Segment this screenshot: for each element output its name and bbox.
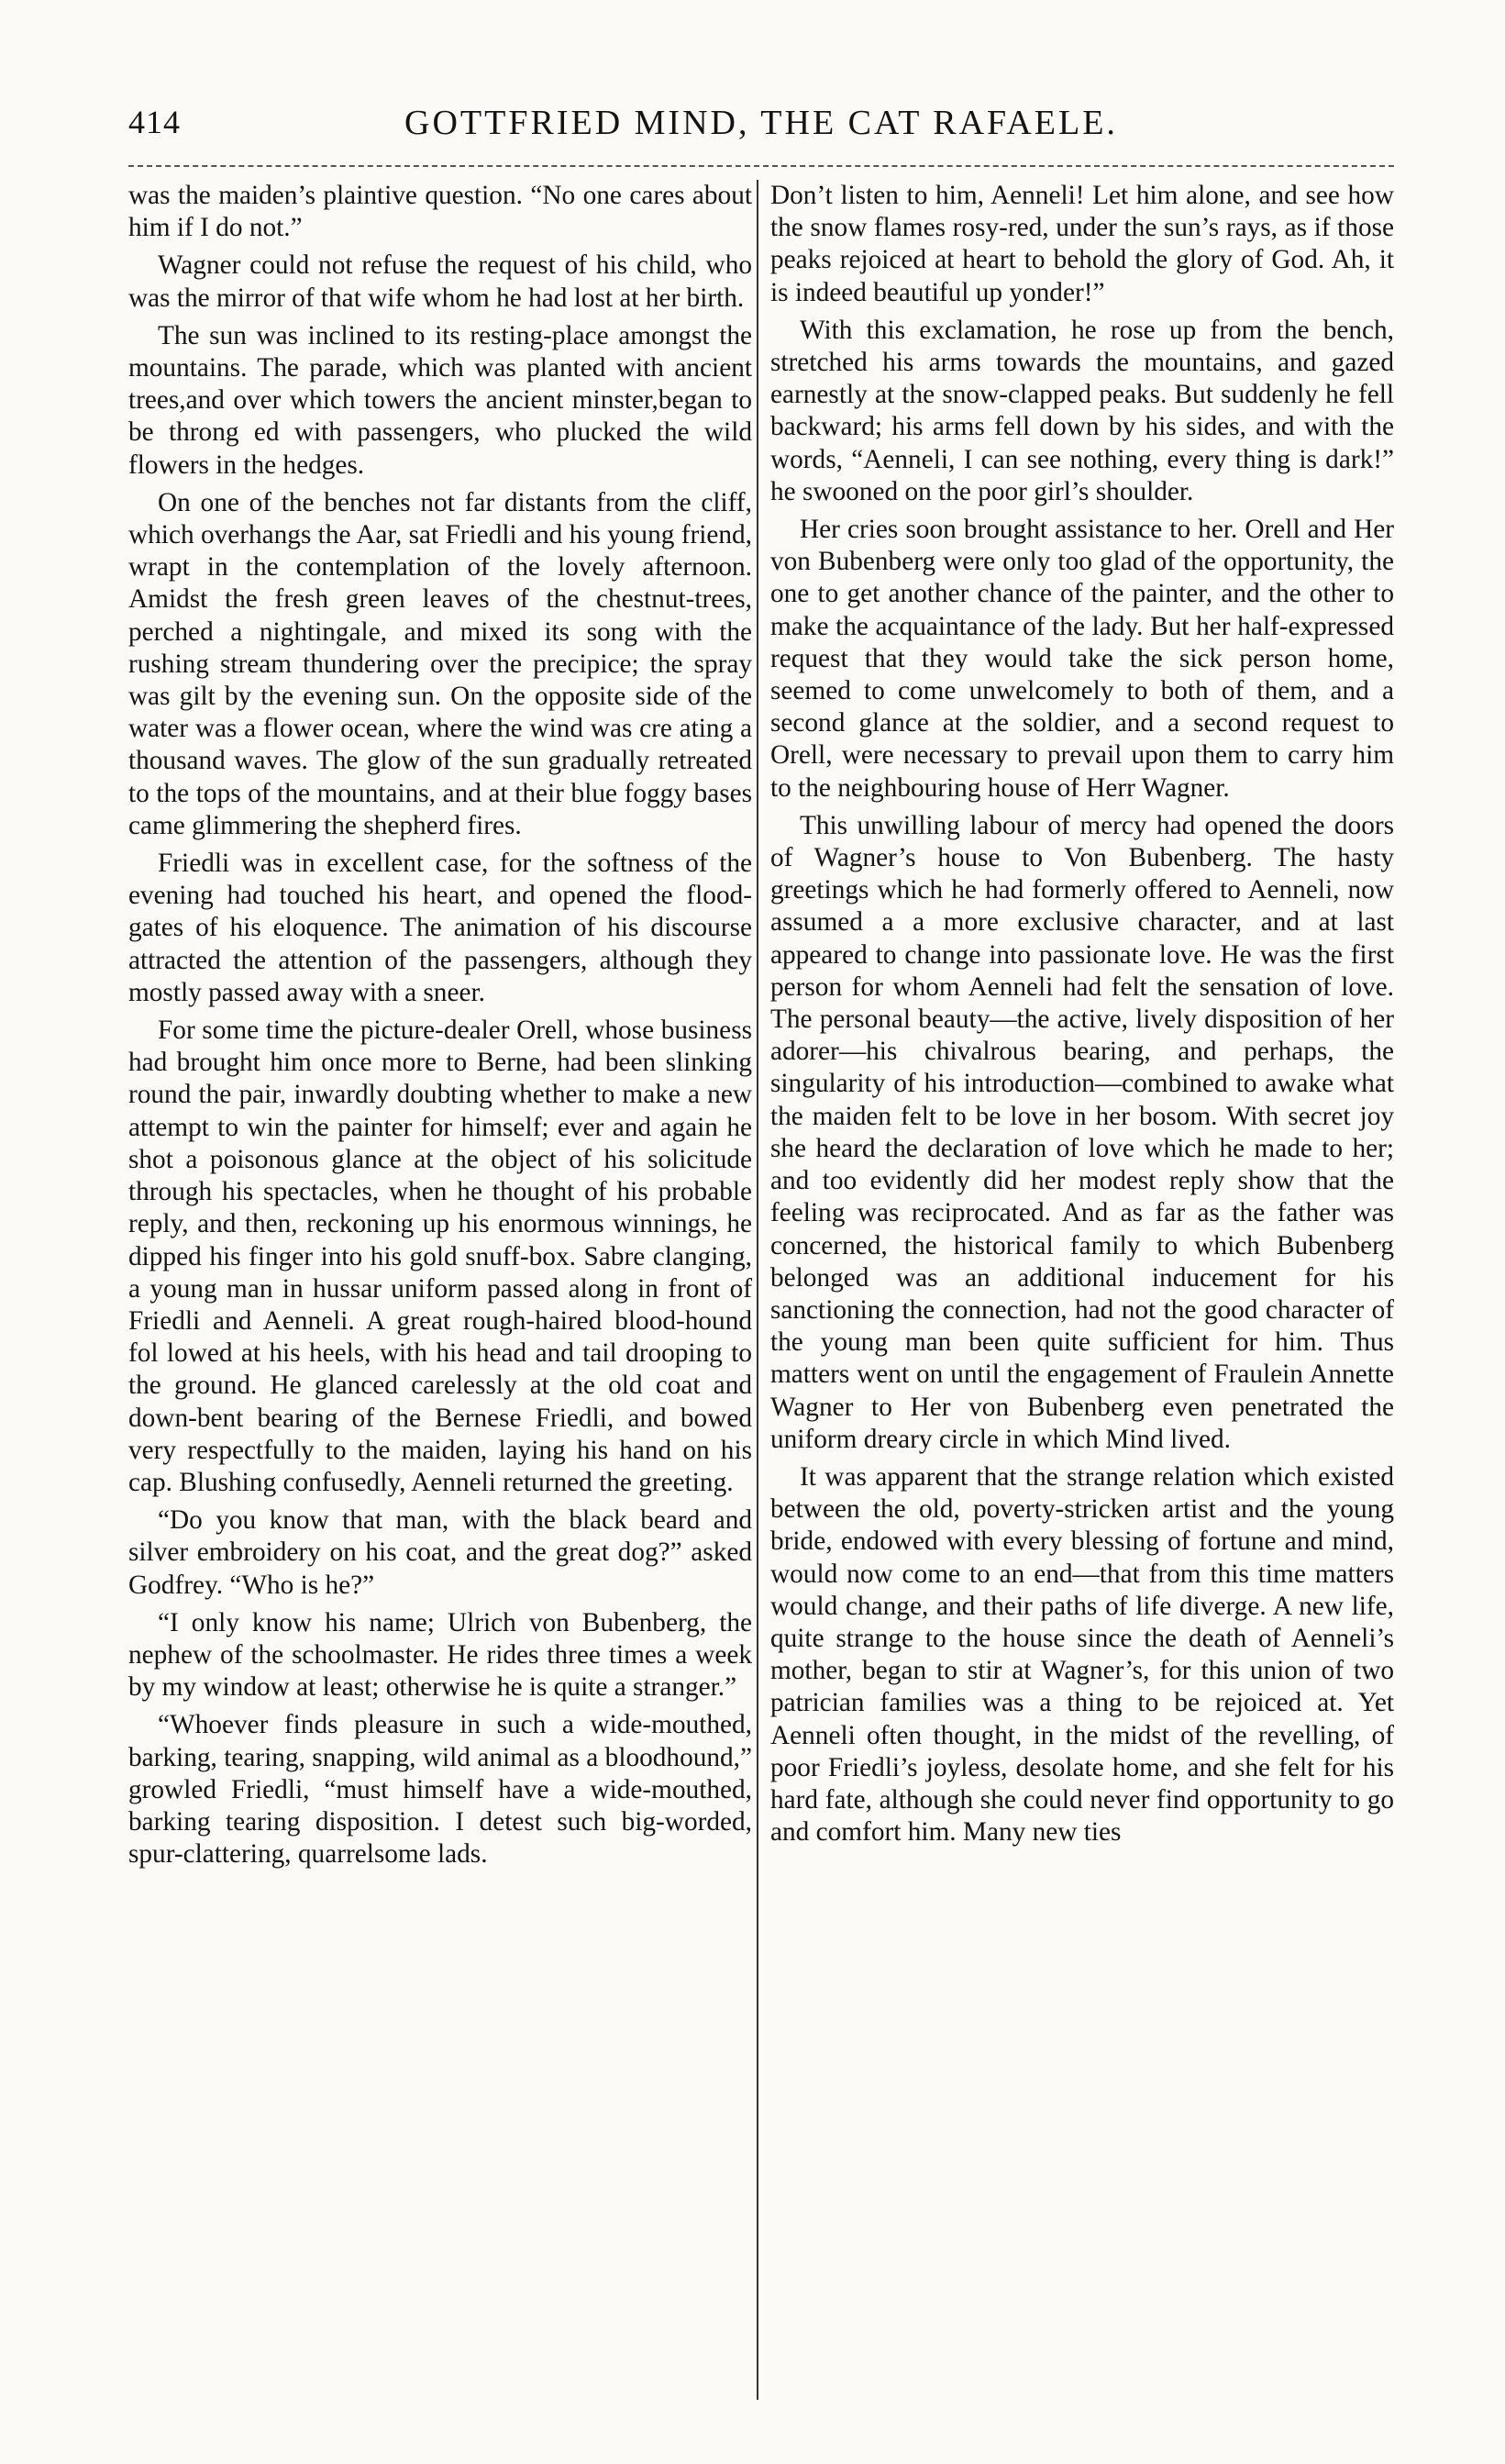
paragraph: The sun was inclined to its resting-place amongst the mountains. The parade, which was planted with ancient trees,and over which towers the ancient minster,began to be throng ed with passengers, who plucked the wild flowers in the hedges. bbox=[128, 320, 752, 480]
paragraph: This unwilling labour of mercy had opened the doors of Wagner’s house to Von Bubenberg. The hasty greetings which he had formerly offered to Aenneli, now assumed a a more exclusive character, and at last appeared to change into passionate love. He was the first person for whom Aenneli had felt the sensation of love. The personal beauty—the active, lively disposition of her adorer—his chivalrous bearing, and perhaps, the singularity of his introduction—combined to awake what the maiden felt to be love in her bosom. With secret joy she heard the declaration of love which he made to her; and too evidently did her modest reply show that the feeling was reciprocated. And as far as the father was concerned, the historical family to which Bubenberg belonged was an additional inducement for his sanctioning the connection, had not the good character of the young man been quite sufficient for him. Thus matters went on until the engagement of Fraulein Annette Wagner to Her von Bubenberg even penetrated the uniform dreary circle in which Mind lived. bbox=[770, 810, 1394, 1454]
paragraph: “I only know his name; Ulrich von Bubenberg, the nephew of the schoolmaster. He rides three times a week by my window at least; otherwise he is quite a stranger.” bbox=[128, 1607, 752, 1703]
paragraph: “Do you know that man, with the black beard and silver embroidery on his coat, and the great dog?” asked Godfrey. “Who is he?” bbox=[128, 1505, 752, 1600]
paragraph: “Whoever finds pleasure in such a wide-mouthed, barking, tearing, snapping, wild animal as a bloodhound,” growled Friedli, “must himself have a wide-mouthed, barking tearing disposition. I detest such big-worded, spur-clattering, quarrelsome lads. bbox=[128, 1710, 752, 1870]
paragraph: With this exclamation, he rose up from the bench, stretched his arms towards the mountains, and gazed earnestly at the snow-clapped peaks. But suddenly he fell backward; his arms fell down by his sides, and with the words, “Aenneli, I can see nothing, every thing is dark!” he swooned on the poor girl’s shoulder. bbox=[770, 315, 1394, 506]
paragraph: was the maiden’s plaintive question. “No one cares about him if I do not.” bbox=[128, 181, 752, 243]
left-column bbox=[128, 180, 752, 1876]
paragraph: Wagner could not refuse the request of his child, who was the mirror of that wife whom he had lost at her birth. bbox=[128, 250, 752, 313]
page-header bbox=[128, 103, 1394, 158]
paragraph: On one of the benches not far distants from the cliff, which overhangs the Aar, sat Friedli and his young friend, wrapt in the contemplation of the lovely afternoon. Amidst the fresh green leaves of the chestnut-trees, perched a nightingale, and mixed its song with the rushing stream thundering over the precipice; the spray was gilt by the evening sun. On the opposite side of the water was a flower ocean, where the wind was cre ating a thousand waves. The glow of the sun gradually retreated to the tops of the mountains, and at their blue foggy bases came glimmering the shepherd fires. bbox=[128, 487, 752, 840]
right-column bbox=[770, 180, 1394, 1854]
paragraph: Her cries soon brought assistance to her. Orell and Her von Bubenberg were only too glad of the opportunity, the one to get another chance of the painter, and the other to make the acquaintance of the lady. But her half-expressed request that they would take the sick person home, seemed to come unwelcomely to both of them, and a second glance at the soldier, and a second request to Orell, were necessary to prevail upon them to carry him to the neighbouring house of Herr Wagner. bbox=[770, 515, 1394, 803]
page-number: 414 bbox=[128, 104, 181, 140]
header-rule bbox=[128, 165, 1394, 167]
running-title: GOTTFRIED MIND, THE CAT RAFAELE. bbox=[404, 104, 1118, 142]
paragraph: It was apparent that the strange relation which existed between the old, poverty-stricken artist and the young bride, endowed with every blessing of fortune and mind, would now come to an end—that from this time matters would change, and their paths of life diverge. A new life, quite strange to the house since the death of Aenneli’s mother, began to stir at Wagner’s, for this union of two patrician families was a thing to be rejoiced at. Yet Aenneli often thought, in the midst of the revelling, of poor Friedli’s joyless, desolate home, and she felt for his hard fate, although she could never find opportunity to go and comfort him. Many new ties bbox=[770, 1461, 1394, 1848]
column-divider bbox=[757, 180, 758, 2400]
paragraph: Don’t listen to him, Aenneli! Let him alone, and see how the snow flames rosy-red, under the sun’s rays, as if those peaks rejoiced at heart to behold the glory of God. Ah, it is indeed beautiful up yonder!” bbox=[770, 181, 1394, 307]
paragraph: Friedli was in excellent case, for the softness of the evening had touched his heart, and opened the flood-gates of his eloquence. The animation of his discourse attracted the attention of the passengers, although they mostly passed away with a sneer. bbox=[128, 849, 752, 1007]
paragraph: For some time the picture-dealer Orell, whose business had brought him once more to Berne, had been slinking round the pair, inwardly doubting whether to make a new attempt to win the painter for himself; ever and again he shot a poisonous glance at the object of his solicitude through his spectacles, when he thought of his probable reply, and then, reckoning up his enormous winnings, he dipped his finger into his gold snuff-box. Sabre clanging, a young man in hussar uniform passed along in front of Friedli and Aenneli. A great rough-haired blood-hound fol lowed at his heels, with his head and tail drooping to the ground. He glanced carelessly at the old coat and down-bent bearing of the Bernese Friedli, and bowed very respectfully to the maiden, laying his hand on his cap. Blushing confusedly, Aenneli returned the greeting. bbox=[128, 1016, 752, 1497]
